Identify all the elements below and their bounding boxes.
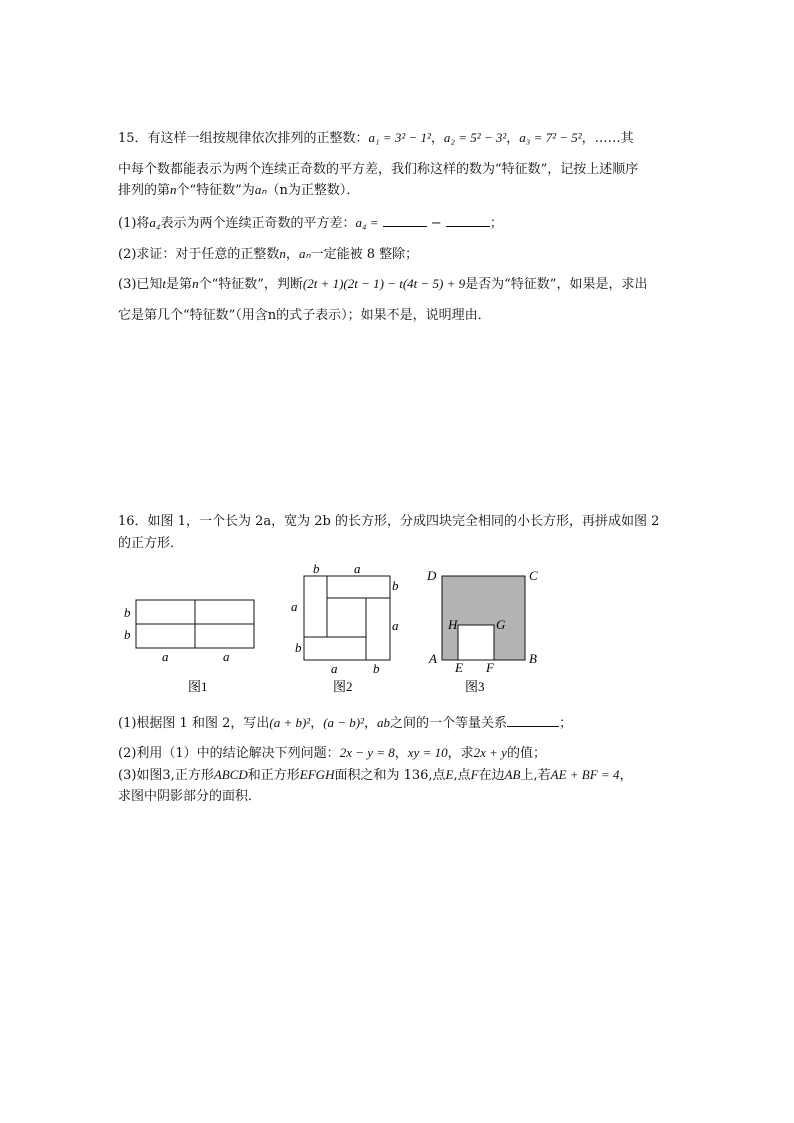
q15-part2 bbox=[118, 245, 678, 264]
q15-lead: 15．有这样一组按规律依次排列的正整数： bbox=[118, 131, 369, 146]
q16-p3-mid: 面积之和为 136,点 bbox=[334, 768, 446, 783]
q16-p3-mid: 和正方形 bbox=[247, 768, 300, 783]
fig3-square-efgh bbox=[458, 625, 494, 660]
q15-a1: a₁ = 3² − 1² bbox=[368, 130, 431, 145]
q15-p1-minus: − bbox=[430, 216, 442, 231]
q15-a3: a₃ = 7² − 5² bbox=[519, 130, 582, 145]
fig1-label-b: b bbox=[124, 605, 131, 620]
q15-a2: a₂ = 5² − 3² bbox=[443, 130, 507, 145]
q15-p2-n: n bbox=[279, 246, 286, 261]
q15-p2-mid: ， bbox=[285, 247, 299, 262]
fig2-label-b: b bbox=[295, 640, 302, 655]
fig2-label-a: a bbox=[291, 599, 298, 614]
q16-p2-sep: ， bbox=[394, 746, 408, 761]
q16-p3-lead: (3)如图3,正方形 bbox=[118, 768, 214, 783]
q15-line2: 中每个数都能表示为两个连续正奇数的平方差，我们称这样的数为“特征数”，记按上述顺序 bbox=[118, 162, 639, 177]
q15-p3-lead: (3)已知 bbox=[118, 277, 163, 292]
fig1-label-a: a bbox=[223, 649, 230, 664]
q15-p2-an: aₙ bbox=[298, 246, 311, 261]
q16-p3-condition: AE + BF = 4 bbox=[550, 767, 620, 782]
q16-line1: 16．如图 1，一个长为 2a，宽为 2b 的长方形，分成四块完全相同的小长方形，再拼成如图 2 bbox=[118, 514, 660, 529]
q15-line3 bbox=[118, 181, 678, 200]
q15-p1-lhs: a₄ = bbox=[355, 215, 379, 230]
q16-p3-e: E bbox=[445, 767, 454, 782]
q16-line2: 的正方形． bbox=[118, 536, 184, 551]
q16-p1-lead: (1)根据图 1 和图 2，写出 bbox=[118, 716, 270, 731]
fig3-label-g: G bbox=[496, 617, 506, 632]
q16-p2-target: 2x + y bbox=[473, 745, 507, 760]
q16-p1-tail: 之间的一个等量关系 bbox=[390, 716, 508, 731]
figure-3 bbox=[424, 560, 554, 700]
fig2-square bbox=[304, 576, 390, 660]
q16-p2-mid: ，求 bbox=[447, 746, 474, 761]
q16-p1-ab: ab bbox=[377, 715, 391, 730]
q15-p3-mid2: 个“特征数”，判断 bbox=[198, 277, 303, 292]
q16-part3b: 求图中阴影部分的面积． bbox=[118, 789, 262, 804]
q15-part3b: 它是第几个“特征数”（用含n的式子表示）；如果不是，说明理由． bbox=[118, 308, 491, 323]
q15-tail: ，……其 bbox=[581, 131, 634, 146]
figure-2 bbox=[286, 560, 416, 700]
q15-sep: ， bbox=[430, 131, 444, 146]
q15-p2-lead: (2)求证：对于任意的正整数 bbox=[118, 247, 280, 262]
q15-p3-n: n bbox=[192, 276, 199, 291]
q16-p2-lead: (2)利用（1）中的结论解决下列问题： bbox=[118, 746, 340, 761]
q16-part2 bbox=[118, 744, 678, 763]
fig3-caption: 图3 bbox=[465, 679, 485, 694]
q16-p3-ab: AB bbox=[504, 767, 521, 782]
q16-p3-mid: 上,若 bbox=[520, 768, 551, 783]
fig3-label-a: A bbox=[429, 651, 437, 666]
q16-p2-tail: 的值； bbox=[506, 746, 546, 761]
q16-p1-sep: ， bbox=[310, 716, 324, 731]
answer-blank[interactable] bbox=[383, 213, 427, 227]
answer-blank[interactable] bbox=[446, 213, 490, 227]
q16-p3-f: F bbox=[470, 767, 479, 782]
q15-line3-tail: （n为正整数）． bbox=[266, 183, 360, 198]
q16-p3-mid: 在边 bbox=[478, 768, 505, 783]
q15-p1-a4: a₄ bbox=[149, 215, 161, 230]
q15-p3-mid1: 是第 bbox=[166, 277, 193, 292]
fig1-label-b: b bbox=[124, 627, 131, 642]
q15-p3-tail: 是否为“特征数”，如果是，求出 bbox=[465, 277, 648, 292]
fig2-label-a: a bbox=[392, 618, 399, 633]
q15-p3-expression: (2t + 1)(2t − 1) − t(4t − 5) + 9 bbox=[302, 276, 466, 291]
q16-part3a bbox=[118, 766, 678, 785]
fig2-inner-square bbox=[327, 598, 366, 637]
q15-line3-mid: 个“特征数”为 bbox=[176, 183, 255, 198]
q15-part3a bbox=[118, 275, 678, 294]
q16-p3-efgh: EFGH bbox=[299, 767, 335, 782]
q16-part1 bbox=[118, 713, 678, 733]
figure-1 bbox=[118, 560, 268, 700]
q15-p1-mid: 表示为两个连续正奇数的平方差： bbox=[160, 216, 356, 231]
q16-p1-sep: ， bbox=[364, 716, 378, 731]
q15-n: n bbox=[170, 182, 177, 197]
q15-part1 bbox=[118, 213, 678, 233]
fig1-caption: 图1 bbox=[188, 679, 208, 694]
fig3-label-f: F bbox=[486, 660, 494, 675]
q16-p1-expr1: (a + b)² bbox=[269, 715, 311, 730]
q16-p3-mid: ,点 bbox=[453, 768, 471, 783]
q16-p3-abcd: ABCD bbox=[213, 767, 248, 782]
q15-line1 bbox=[118, 129, 678, 148]
q15-line3-lead: 排列的第 bbox=[118, 183, 171, 198]
fig2-label-b: b bbox=[392, 578, 399, 593]
q15-p1-lead: (1)将 bbox=[118, 216, 150, 231]
q16-p1-expr2: (a − b)² bbox=[323, 715, 365, 730]
fig2-label-a: a bbox=[354, 561, 361, 576]
q15-p3-t: t bbox=[162, 276, 167, 291]
fig3-label-d: D bbox=[427, 568, 437, 583]
q16-p1-end: ； bbox=[559, 716, 573, 731]
fig3-label-e: E bbox=[455, 660, 463, 675]
fig3-label-b: B bbox=[529, 651, 537, 666]
answer-blank[interactable] bbox=[507, 713, 559, 727]
fig2-caption: 图2 bbox=[333, 679, 353, 694]
q15-sep: ， bbox=[506, 131, 520, 146]
q16-p2-eq1: 2x − y = 8 bbox=[339, 745, 395, 760]
fig2-label-a: a bbox=[331, 661, 338, 676]
fig3-label-h: H bbox=[448, 617, 458, 632]
fig2-label-b: b bbox=[373, 661, 380, 676]
fig3-label-c: C bbox=[529, 568, 538, 583]
q15-an: aₙ bbox=[254, 182, 267, 197]
fig1-label-a: a bbox=[162, 649, 169, 664]
q15-p2-tail: 一定能被 8 整除； bbox=[310, 247, 419, 262]
q16-p3-tail: ， bbox=[619, 768, 633, 783]
q15-p1-end: ； bbox=[489, 216, 503, 231]
fig2-label-b: b bbox=[313, 561, 320, 576]
q16-p2-eq2: xy = 10 bbox=[407, 745, 448, 760]
